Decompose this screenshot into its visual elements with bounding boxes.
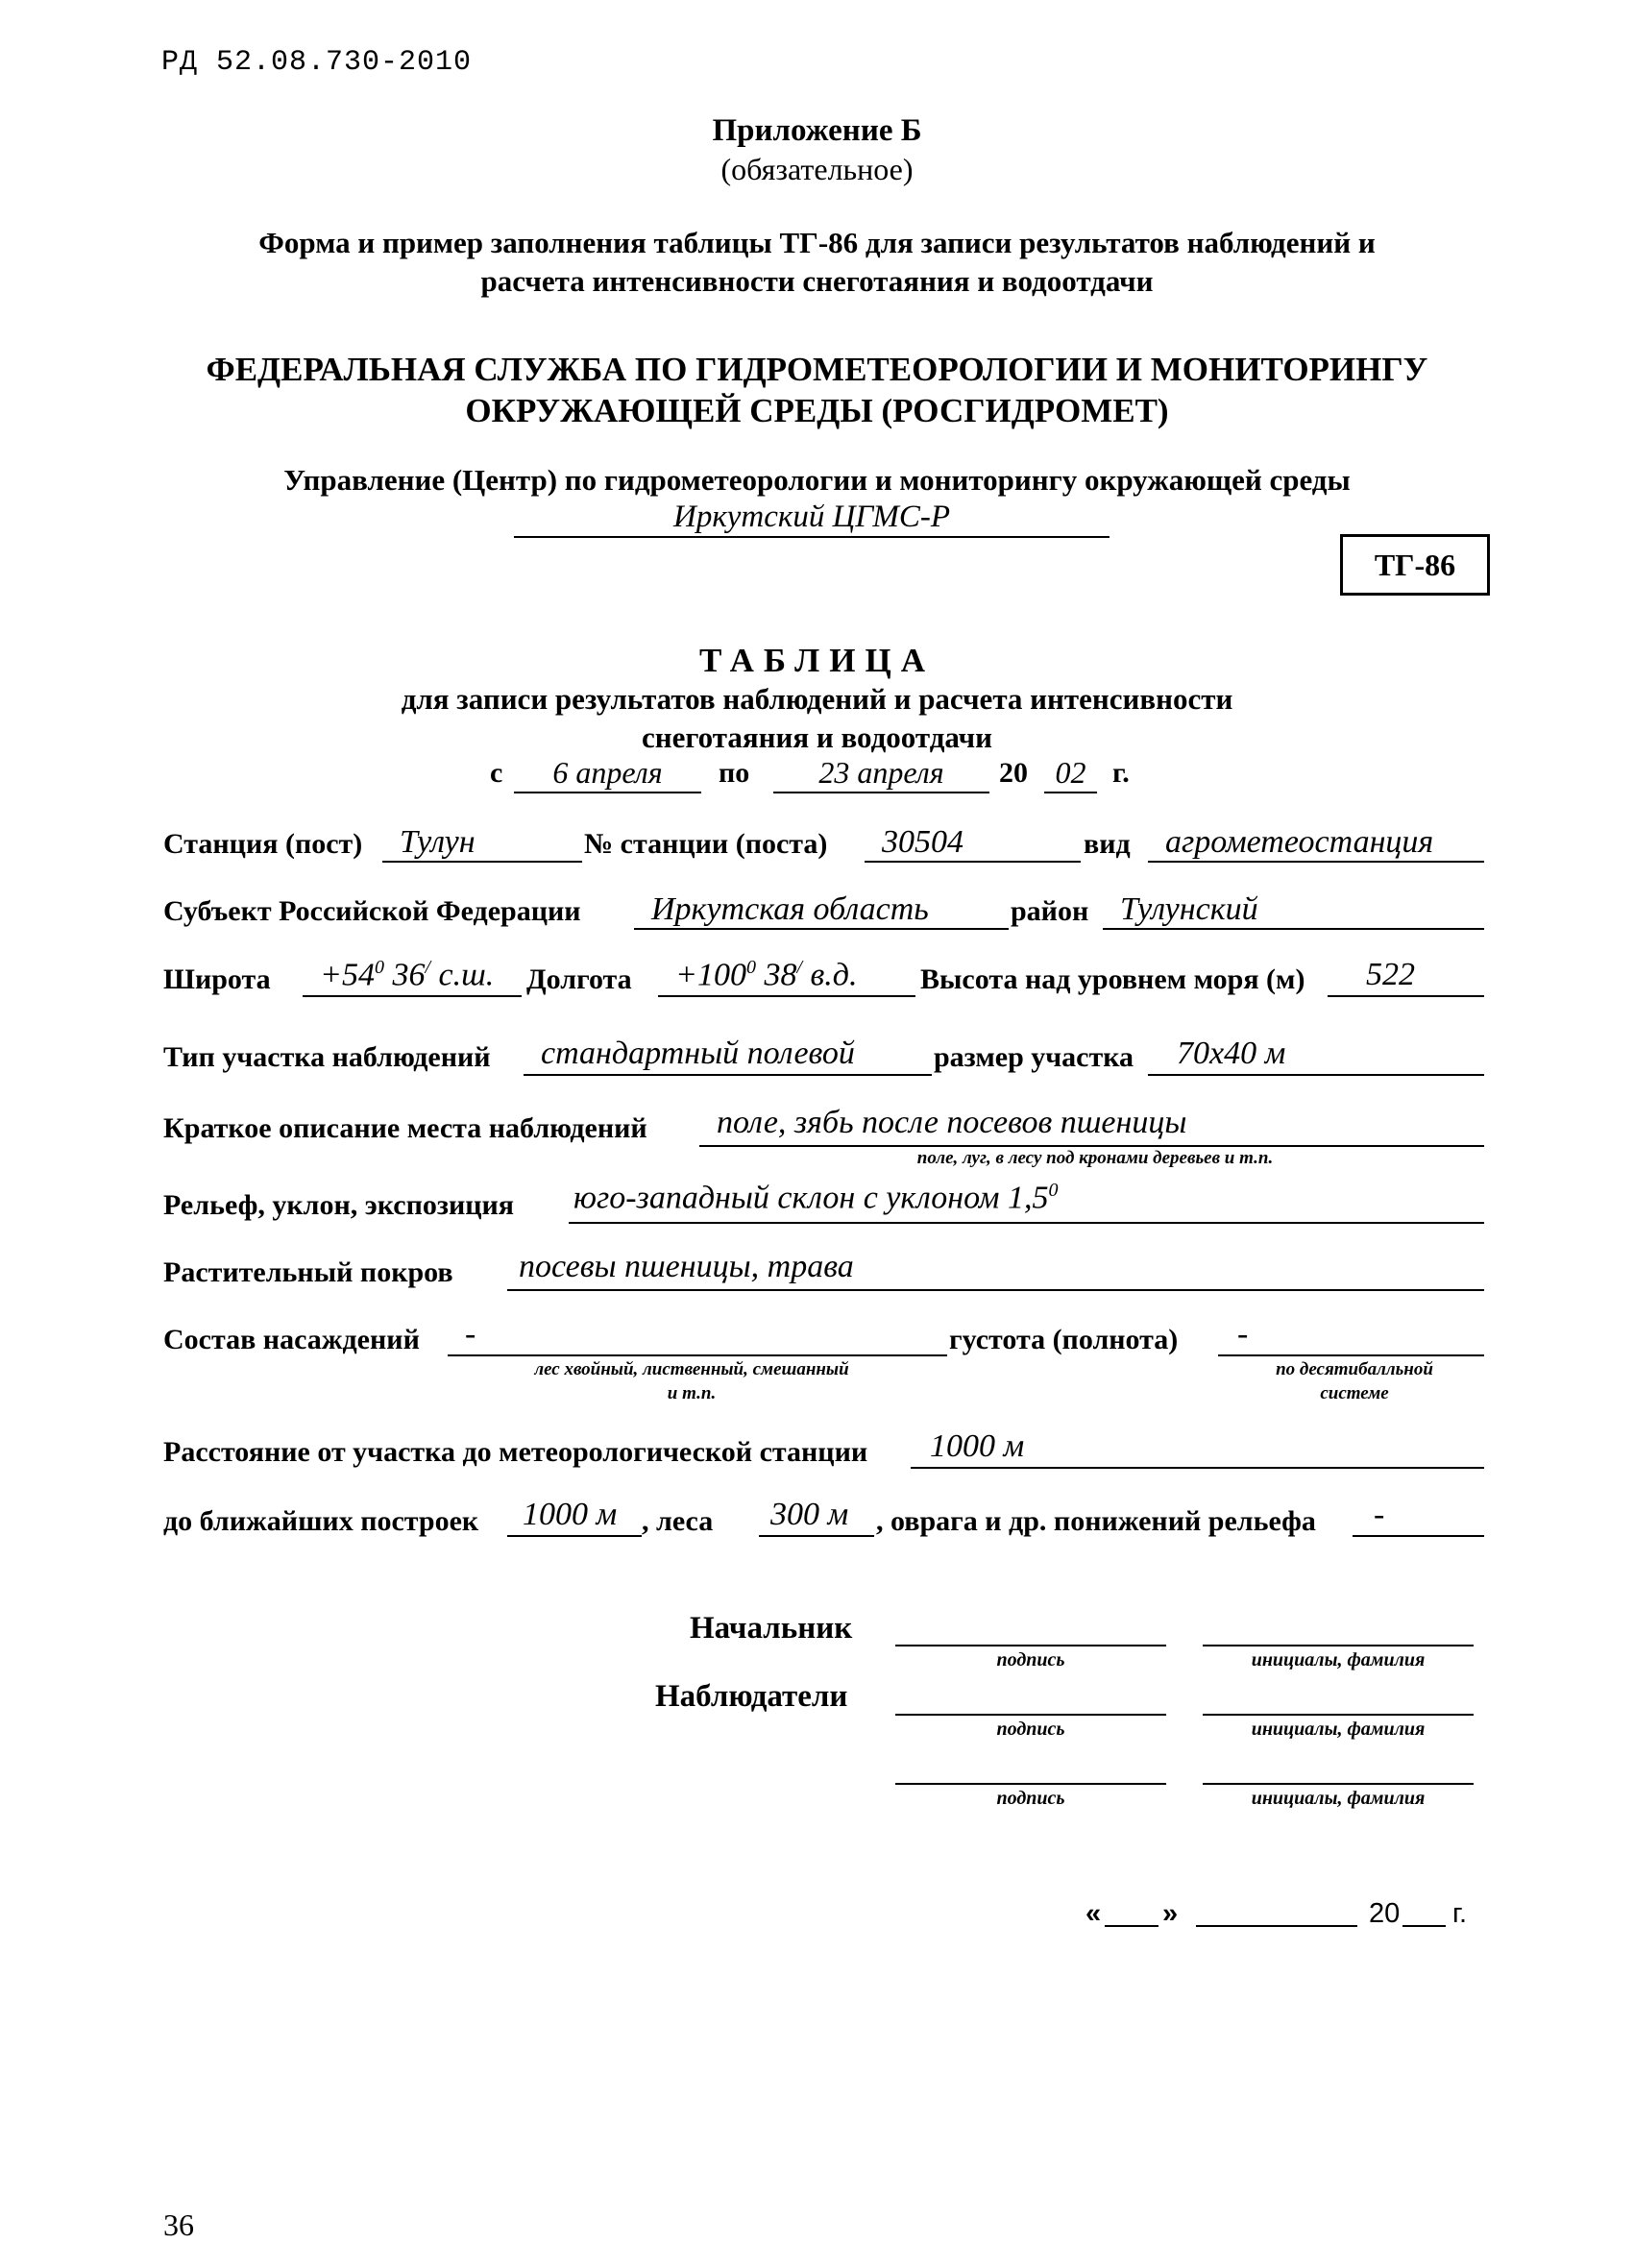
forest-field[interactable]: [448, 1316, 947, 1356]
buildings-value: 1000 м: [523, 1497, 618, 1532]
density-label: густота (полнота): [949, 1324, 1179, 1355]
period-from-value: 6 апреля: [552, 755, 663, 790]
forest-distance-field[interactable]: [759, 1497, 874, 1537]
date-close-quote: »: [1162, 1898, 1179, 1929]
station-number-label: № станции (поста): [584, 828, 828, 860]
subject-label: Субъект Российской Федерации: [163, 895, 581, 927]
forest-distance-label: , леса: [642, 1505, 714, 1537]
latitude-field[interactable]: [303, 957, 522, 997]
distance-value: 1000 м: [930, 1428, 1025, 1464]
place-hint: поле, луг, в лесу под кронами деревьев и т.п.: [916, 1148, 1274, 1168]
ravine-label: , оврага и др. понижений рельефа: [876, 1505, 1316, 1537]
agency-line2: ОКРУЖАЮЩЕЙ СРЕДЫ (РОСГИДРОМЕТ): [465, 392, 1169, 429]
period-year-field[interactable]: [1044, 755, 1097, 793]
station-type-field[interactable]: [1148, 824, 1484, 863]
period-to-label: по: [719, 757, 750, 789]
forest-hint-2: и т.п.: [667, 1383, 717, 1403]
subject-field[interactable]: [634, 891, 1009, 930]
density-hint-1: по десятибалльной: [1276, 1359, 1433, 1379]
plot-type-field[interactable]: [524, 1036, 932, 1076]
date-month-field[interactable]: [1196, 1896, 1357, 1927]
observer2-name-hint: инициалы, фамилия: [1251, 1788, 1426, 1809]
form-code-box: ТГ-86: [1340, 534, 1490, 596]
density-value: -: [1237, 1316, 1249, 1352]
altitude-value: 522: [1366, 957, 1415, 992]
forest-hint-1: лес хвойный, лиственный, смешанный: [534, 1359, 849, 1379]
station-type-value: агрометеостанция: [1165, 824, 1434, 860]
observer2-sign-hint: подпись: [996, 1788, 1065, 1809]
period-from-label: с: [490, 757, 503, 789]
relief-value: юго-западный склон с уклоном $1,5^0$: [573, 1180, 1059, 1216]
table-subtitle-line2: снеготаяния и водоотдачи: [641, 720, 993, 754]
period-to-field[interactable]: [773, 755, 989, 793]
district-value: Тулунский: [1120, 891, 1258, 927]
chief-signature-line[interactable]: [895, 1612, 1166, 1646]
distance-field[interactable]: [911, 1428, 1484, 1469]
date-year-field[interactable]: [1402, 1896, 1446, 1927]
plot-size-label: размер участка: [934, 1041, 1134, 1073]
chief-label: Начальник: [690, 1611, 853, 1646]
buildings-label: до ближайших построек: [163, 1505, 479, 1537]
station-label: Станция (пост): [163, 828, 363, 860]
observer2-name-line[interactable]: [1203, 1750, 1474, 1785]
agency-line1: ФЕДЕРАЛЬНАЯ СЛУЖБА ПО ГИДРОМЕТЕОРОЛОГИИ И МОНИТОРИНГУ: [206, 351, 1428, 388]
district-field[interactable]: [1103, 891, 1484, 930]
altitude-label: Высота над уровнем моря (м): [920, 963, 1305, 995]
table-title: ТАБЛИЦА: [699, 642, 935, 679]
date-year-suffix: г.: [1452, 1898, 1468, 1929]
chief-name-hint: инициалы, фамилия: [1251, 1649, 1426, 1671]
forest-distance-value: 300 м: [770, 1497, 849, 1532]
forest-label: Состав насаждений: [163, 1324, 420, 1355]
relief-field[interactable]: [569, 1180, 1484, 1224]
station-field[interactable]: [382, 824, 582, 863]
vegetation-field[interactable]: [507, 1249, 1484, 1291]
period-to-value: 23 апреля: [818, 755, 944, 790]
department-value: Иркутский ЦГМС-Р: [672, 500, 950, 534]
altitude-field[interactable]: [1328, 957, 1484, 997]
page-number: 36: [163, 2207, 194, 2242]
plot-type-value: стандартный полевой: [541, 1036, 855, 1071]
subject-value: Иркутская область: [651, 891, 929, 927]
period-year-value: 02: [1055, 755, 1086, 790]
longitude-field[interactable]: [658, 957, 915, 997]
observers-label: Наблюдатели: [655, 1679, 848, 1714]
observer1-name-line[interactable]: [1203, 1681, 1474, 1716]
latitude-value: $+54^0$ 36/ с.ш.: [320, 957, 495, 993]
date-day-field[interactable]: [1105, 1896, 1158, 1927]
plot-type-label: Тип участка наблюдений: [163, 1041, 491, 1073]
date-open-quote: «: [1085, 1898, 1102, 1929]
period-year-suffix: г.: [1112, 757, 1130, 789]
observer1-signature-line[interactable]: [895, 1681, 1166, 1716]
station-value: Тулун: [400, 824, 476, 860]
place-label: Краткое описание места наблюдений: [163, 1112, 647, 1144]
latitude-label: Широта: [163, 963, 271, 995]
chief-name-line[interactable]: [1203, 1612, 1474, 1646]
station-number-value: 30504: [882, 824, 963, 860]
appendix-subtitle: (обязательное): [720, 152, 914, 186]
district-label: район: [1011, 895, 1089, 927]
place-field[interactable]: [699, 1105, 1484, 1147]
form-heading-line2: расчета интенсивности снеготаяния и водоотдачи: [480, 264, 1154, 298]
department-label: Управление (Центр) по гидрометеорологии и мониторингу окружающей среды: [283, 463, 1351, 497]
observer1-sign-hint: подпись: [996, 1719, 1065, 1740]
forest-value: -: [465, 1316, 476, 1352]
period-from-field[interactable]: [514, 755, 701, 793]
relief-label: Рельеф, уклон, экспозиция: [163, 1189, 515, 1221]
form-heading-line1: Форма и пример заполнения таблицы ТГ-86 для записи результатов наблюдений и: [258, 226, 1376, 259]
density-hint-2: системе: [1320, 1383, 1389, 1403]
table-subtitle-line1: для записи результатов наблюдений и расчета интенсивности: [401, 682, 1233, 716]
density-field[interactable]: [1218, 1316, 1484, 1356]
place-value: поле, зябь после посевов пшеницы: [717, 1105, 1187, 1140]
distance-label: Расстояние от участка до метеорологической станции: [163, 1436, 868, 1468]
ravine-field[interactable]: [1353, 1497, 1484, 1537]
buildings-field[interactable]: [507, 1497, 642, 1537]
station-type-label: вид: [1084, 828, 1131, 860]
department-field[interactable]: [514, 498, 1110, 538]
appendix-title: Приложение Б: [712, 113, 922, 148]
chief-sign-hint: подпись: [996, 1649, 1065, 1671]
longitude-value: $+100^0$ 38/ в.д.: [675, 957, 858, 993]
vegetation-label: Растительный покров: [163, 1256, 453, 1288]
plot-size-value: 70х40 м: [1177, 1036, 1286, 1071]
observer2-signature-line[interactable]: [895, 1750, 1166, 1785]
vegetation-value: посевы пшеницы, трава: [519, 1249, 854, 1284]
ravine-value: -: [1374, 1497, 1385, 1532]
observer1-name-hint: инициалы, фамилия: [1251, 1719, 1426, 1740]
station-number-field[interactable]: [865, 824, 1081, 863]
plot-size-field[interactable]: [1148, 1036, 1484, 1076]
document-code: РД 52.08.730-2010: [161, 46, 473, 79]
date-year-prefix: 20: [1369, 1898, 1401, 1929]
longitude-label: Долгота: [526, 963, 632, 995]
period-year-prefix: 20: [999, 757, 1028, 789]
